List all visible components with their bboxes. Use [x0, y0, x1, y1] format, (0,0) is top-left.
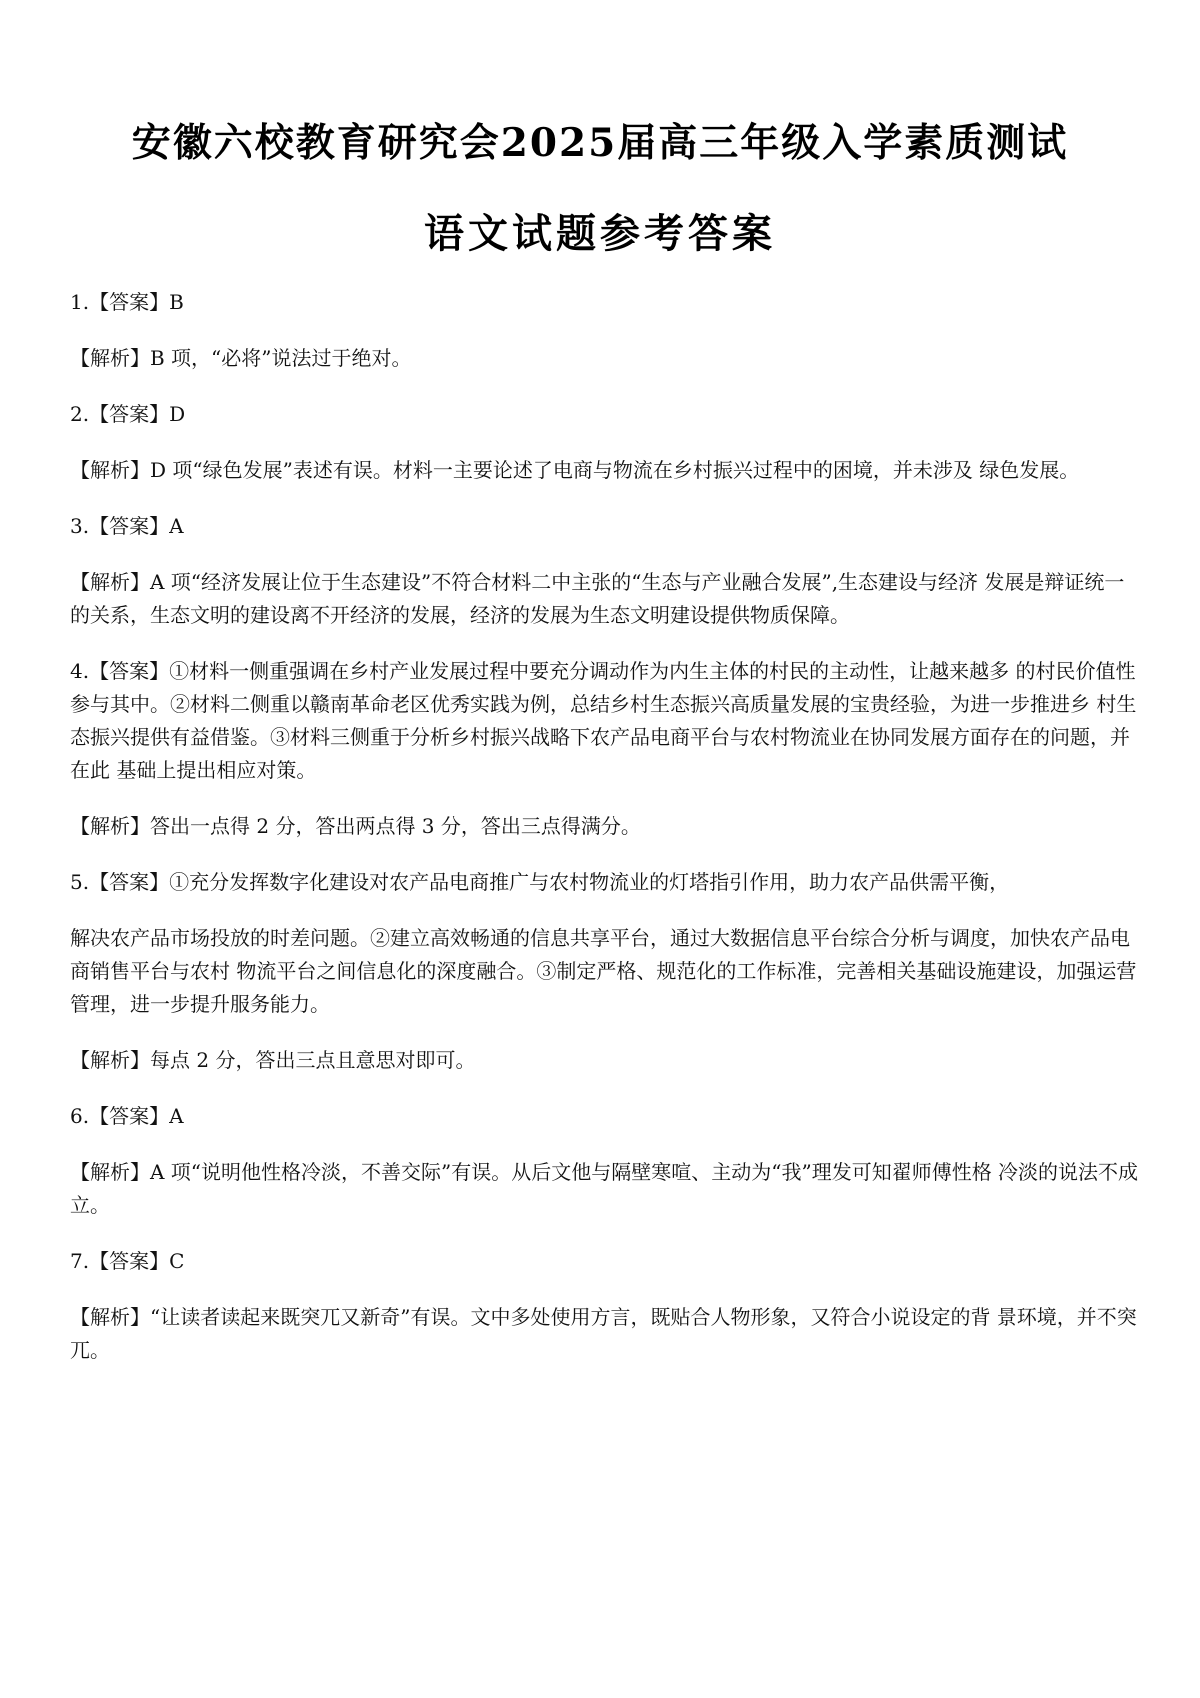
answer-2: 2.【答案】D [70, 402, 186, 426]
analysis-5: 【解析】每点 2 分，答出三点且意思对即可。 [70, 1048, 476, 1072]
page-title: 安徽六校教育研究会2025届高三年级入学素质测试 [131, 120, 1069, 166]
analysis-1: 【解析】B 项，“必将”说法过于绝对。 [70, 346, 412, 370]
analysis-6: 【解析】A 项“说明他性格冷淡，不善交际”有误。从后文他与隔壁寒喧、主动为“我”理发可知翟师傅性格 冷淡的说法不成立。 [70, 1160, 1139, 1217]
answer-1: 1.【答案】B [70, 290, 184, 314]
answer-7: 7.【答案】C [70, 1249, 185, 1273]
analysis-2: 【解析】D 项“绿色发展”表述有误。材料一主要论述了电商与物流在乡村振兴过程中的困境，并未涉及 绿色发展。 [70, 458, 1080, 482]
answer-3: 3.【答案】A [70, 514, 184, 538]
answer-4: 4.【答案】①材料一侧重强调在乡村产业发展过程中要充分调动作为内生主体的村民的主动性，让越来越多 的村民价值性参与其中。②材料二侧重以赣南革命老区优秀实践为例，总结乡村生态振兴高质量发展的宝贵经验，为进一步推进乡 村生态振兴提供有益借鉴。③材料三侧重于分析乡村振兴战略下农产品电商平台与农村物流业在协同发展方面存在的问题，并在此 基础上提出相应对策。 [70, 659, 1137, 782]
analysis-3: 【解析】A 项“经济发展让位于生态建设”不符合材料二中主张的“生态与产业融合发展”,生态建设与经济 发展是辩证统一的关系，生态文明的建设离不开经济的发展，经济的发展为生态文明建设提供物质保障。 [70, 570, 1125, 627]
analysis-7: 【解析】“让读者读起来既突兀又新奇”有误。文中多处使用方言，既贴合人物形象，又符合小说设定的背 景环境，并不突兀。 [70, 1305, 1137, 1362]
answer-5-continued: 解决农产品市场投放的时差问题。②建立高效畅通的信息共享平台，通过大数据信息平台综合分析与调度，加快农产品电商销售平台与农村 物流平台之间信息化的深度融合。③制定严格、规范化的工作标准，完善相关基础设施建设，加强运营管理，进一步提升服务能力。 [70, 926, 1137, 1016]
analysis-4: 【解析】答出一点得 2 分，答出两点得 3 分，答出三点得满分。 [70, 814, 641, 838]
answer-5: 5.【答案】①充分发挥数字化建设对农产品电商推广与农村物流业的灯塔指引作用，助力农产品供需平衡， [70, 870, 1010, 894]
answer-content [70, 286, 1142, 1367]
answer-6: 6.【答案】A [70, 1104, 184, 1128]
page-subtitle: 语文试题参考答案 [424, 210, 776, 257]
